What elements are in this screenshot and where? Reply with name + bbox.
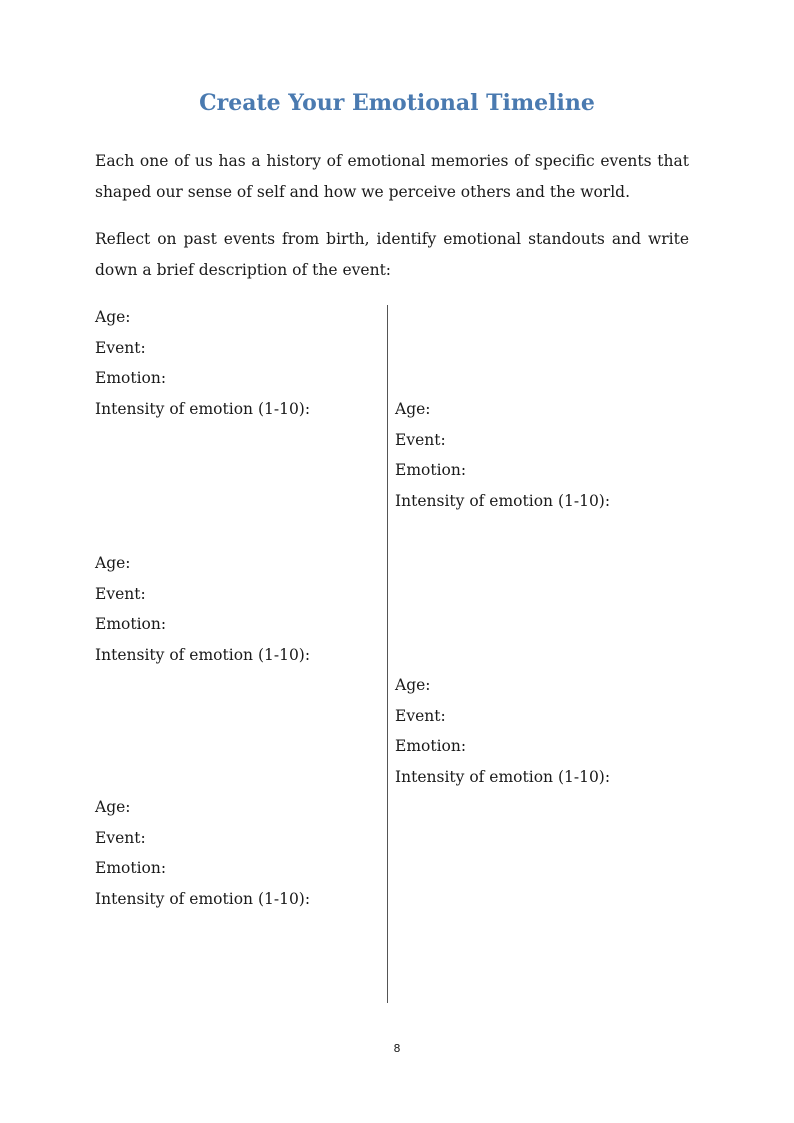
event-label: Event: (395, 706, 446, 725)
timeline-entry (95, 548, 310, 671)
intensity-label: Intensity of emotion (1-10): (395, 768, 611, 787)
emotion-label: Emotion: (95, 859, 167, 878)
timeline-entry (95, 302, 310, 425)
event-label: Event: (95, 338, 146, 357)
intensity-label: Intensity of emotion (1-10): (95, 646, 311, 665)
intro-paragraph: Each one of us has a history of emotional memories of specific events that shaped our sense of self and how we perceive others and the world. (95, 152, 689, 201)
timeline-divider (387, 305, 388, 1003)
intensity-label: Intensity of emotion (1-10): (95, 400, 311, 419)
intensity-label: Intensity of emotion (1-10): (95, 890, 311, 909)
timeline-entry (395, 394, 610, 517)
age-label: Age: (95, 798, 131, 816)
page-number: 8 (393, 1042, 401, 1055)
age-label: Age: (395, 676, 431, 694)
instruction-paragraph: Reflect on past events from birth, identify emotional standouts and write down a brief description of the event: (95, 230, 689, 279)
event-label: Event: (395, 430, 446, 449)
emotion-label: Emotion: (395, 737, 467, 756)
event-label: Event: (95, 828, 146, 847)
emotion-label: Emotion: (95, 615, 167, 634)
age-label: Age: (95, 308, 131, 326)
event-label: Event: (95, 584, 146, 603)
timeline-entry (395, 670, 610, 793)
page-title: Create Your Emotional Timeline (199, 90, 595, 116)
age-label: Age: (95, 554, 131, 572)
intensity-label: Intensity of emotion (1-10): (395, 492, 611, 511)
emotion-label: Emotion: (395, 461, 467, 480)
timeline-entry (95, 792, 310, 915)
age-label: Age: (395, 400, 431, 418)
emotion-label: Emotion: (95, 369, 167, 388)
